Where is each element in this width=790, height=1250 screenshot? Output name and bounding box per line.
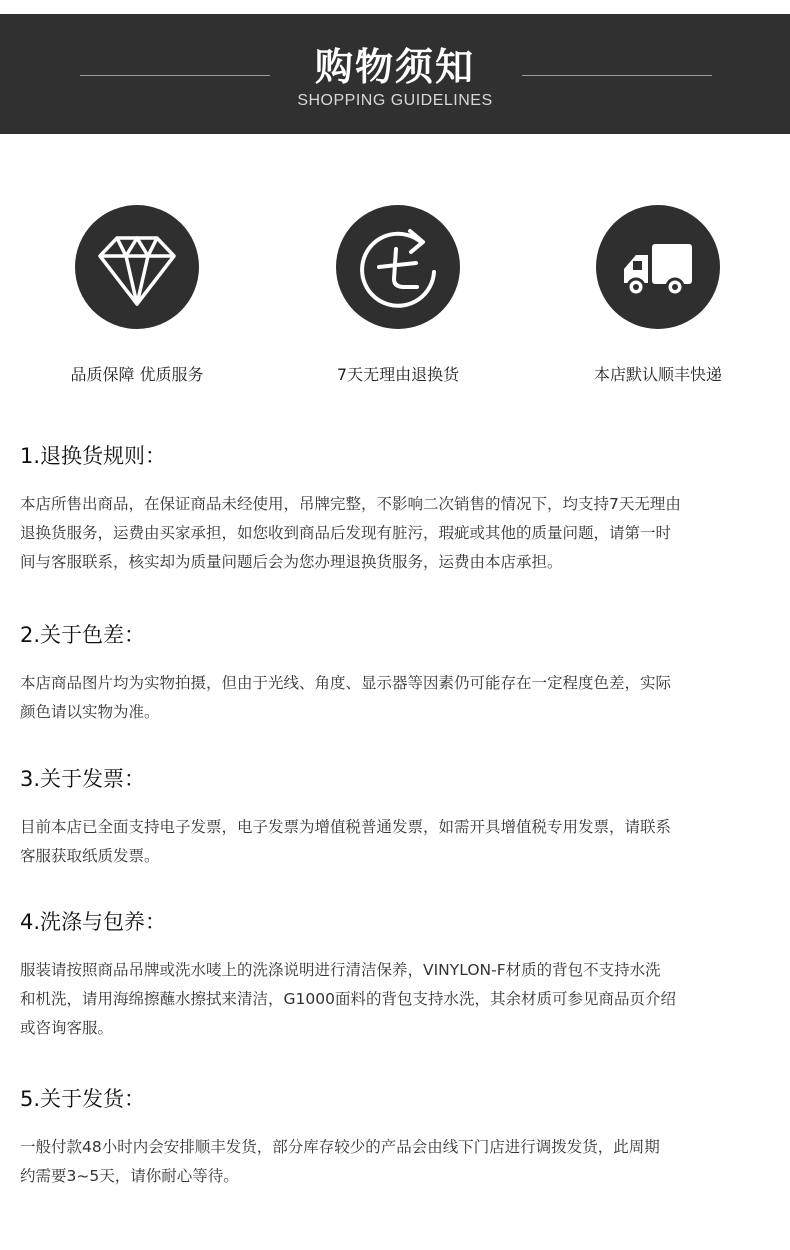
section-line: 客服获取纸质发票。 bbox=[20, 847, 160, 865]
feature-delivery bbox=[543, 205, 773, 385]
seven-day-return-icon bbox=[336, 205, 460, 329]
section-heading: 4.洗涤与包养： bbox=[20, 910, 167, 934]
section-color-difference bbox=[20, 619, 772, 727]
diamond-icon bbox=[75, 205, 199, 329]
feature-label-delivery: 本店默认顺丰快递 bbox=[593, 365, 722, 384]
section-shipping bbox=[20, 1083, 772, 1191]
feature-label-return: 7天无理由退换货 bbox=[336, 365, 460, 384]
section-line: 或咨询客服。 bbox=[20, 1019, 114, 1037]
section-invoice bbox=[20, 763, 772, 871]
section-line: 颜色请以实物为准。 bbox=[20, 703, 160, 721]
section-line: 退换货服务，运费由买家承担，如您收到商品后发现有脏污，瑕疵或其他的质量问题，请第一时 bbox=[20, 524, 672, 542]
section-line: 服装请按照商品吊牌或洗水唛上的洗涤说明进行清洁保养，VINYLON-F材质的背包不支持水洗 bbox=[20, 961, 661, 979]
section-line: 本店商品图片均为实物拍摄，但由于光线、角度、显示器等因素仍可能存在一定程度色差，实际 bbox=[20, 674, 672, 692]
page-title: 购物须知 bbox=[314, 45, 475, 89]
section-line: 一般付款48小时内会安排顺丰发货，部分库存较少的产品会由线下门店进行调拨发货，此周期 bbox=[20, 1138, 660, 1156]
section-line: 本店所售出商品，在保证商品未经使用，吊牌完整，不影响二次销售的情况下，均支持7天无理由 bbox=[20, 495, 681, 513]
section-heading: 1.退换货规则： bbox=[20, 444, 167, 468]
feature-label-quality: 品质保障 优质服务 bbox=[70, 365, 204, 384]
feature-quality bbox=[22, 205, 252, 385]
section-returns bbox=[20, 440, 772, 577]
section-heading: 3.关于发票： bbox=[20, 767, 146, 791]
section-line: 间与客服联系，核实却为质量问题后会为您办理退换货服务，运费由本店承担。 bbox=[20, 553, 563, 571]
delivery-truck-icon bbox=[596, 205, 720, 329]
section-line: 约需要3~5天，请你耐心等待。 bbox=[20, 1167, 239, 1185]
feature-return bbox=[283, 205, 513, 385]
section-line: 目前本店已全面支持电子发票，电子发票为增值税普通发票，如需开具增值税专用发票，请联系 bbox=[20, 818, 672, 836]
section-line: 和机洗，请用海绵擦蘸水擦拭来清洁，G1000面料的背包支持水洗，其余材质可参见商品页介绍 bbox=[20, 990, 676, 1008]
section-washing bbox=[20, 906, 772, 1043]
header-banner bbox=[0, 14, 790, 134]
page-subtitle: SHOPPING GUIDELINES bbox=[297, 92, 493, 109]
section-heading: 2.关于色差： bbox=[20, 623, 146, 647]
section-heading: 5.关于发货： bbox=[20, 1087, 146, 1111]
